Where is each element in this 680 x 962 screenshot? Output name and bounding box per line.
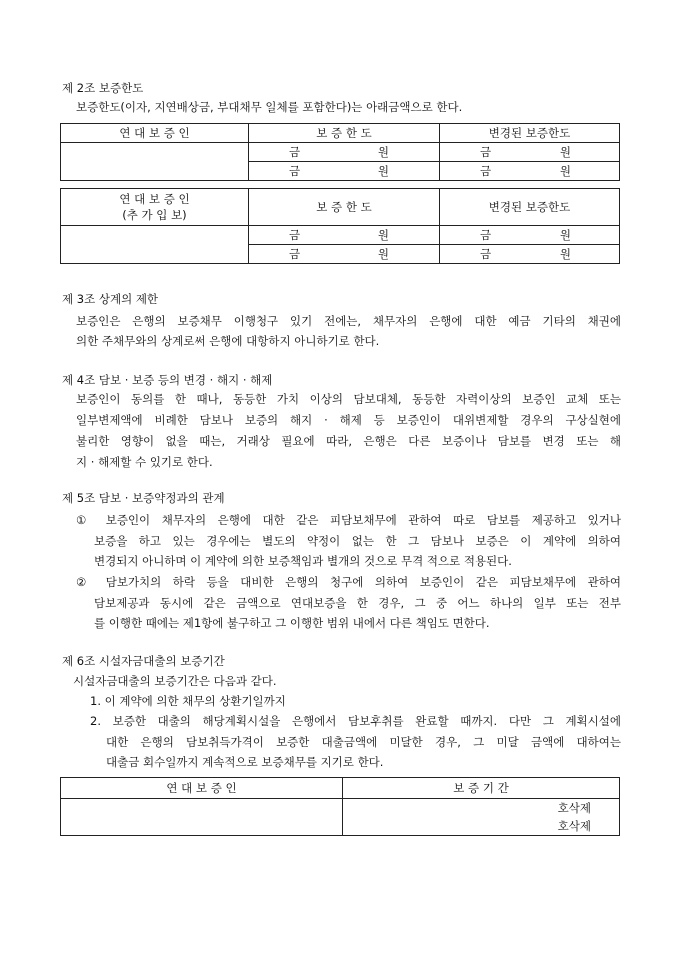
article-3-line: 보증인은 은행의 보증채무 이행청구 있기 전에는, 채무자의 은행에 대한 예금 기타의 채권에	[76, 314, 621, 328]
header-changed-limit: 변경된 보증한도	[440, 124, 620, 143]
article-6-line: 대한 은행의 담보취득가격이 보증한 대출금액에 미달한 경우, 그 미달 금액에 대하여는	[106, 735, 621, 749]
article-6-line: 대출금 회수일까지 계속적으로 보증채무를 지기로 한다.	[106, 755, 384, 769]
article-2-title: 제 2조 보증한도	[62, 81, 144, 95]
article-4-line: 일부변제액에 비례한 담보나 보증의 해지 · 해제 등 보증인이 대위변제할 경우의 구상실현에	[76, 413, 621, 427]
header-changed-limit: 변경된 보증한도	[440, 189, 620, 226]
guarantor-cell[interactable]	[61, 143, 249, 181]
article-4-line: 불리한 영향이 없을 때는, 거래상 필요에 따라, 은행은 다른 보증이나 담보를 변경 또는 해	[76, 434, 621, 448]
article-5-line: 변경되지 아니하며 이 계약에 의한 보증책임과 별개의 것으로 무격 적으로 적용된다.	[94, 554, 512, 568]
header-limit: 보 증 한 도	[249, 189, 440, 226]
guarantee-period-table	[60, 777, 620, 836]
article-3-line: 의한 주채무와의 상계로써 은행에 대항하지 아니하기로 한다.	[76, 334, 380, 348]
article-6-title: 제 6조 시설자금대출의 보증기간	[62, 654, 225, 668]
article-5-line: 보증을 하고 있는 경우에는 별도의 약정이 없는 한 그 담보나 보증은 이 계약에 의하여	[94, 534, 621, 548]
amount-cell[interactable]: 금 원	[249, 245, 440, 264]
article-6-line: 2. 보증한 대출의 해당계획시설을 은행에서 담보후취를 완료할 때까지. 다만 그 계획시설에	[90, 714, 621, 728]
amount-cell[interactable]: 금 원	[249, 226, 440, 245]
guarantee-limit-table	[60, 123, 620, 181]
article-4-title: 제 4조 담보 · 보증 등의 변경 · 해지 · 해제	[62, 373, 273, 387]
amount-cell[interactable]: 금 원	[440, 226, 620, 245]
article-5-line: 담보제공과 동시에 같은 금액으로 연대보증을 한 경우, 그 중 어느 하나의 일부 또는 전부	[94, 596, 621, 610]
guarantor-cell[interactable]	[61, 799, 343, 836]
guarantor-cell[interactable]	[61, 226, 249, 264]
amount-cell[interactable]: 금 원	[440, 162, 620, 181]
header-guarantor: 연 대 보 증 인	[61, 778, 343, 799]
header-period: 보 증 기 간	[343, 778, 620, 799]
article-3-title: 제 3조 상계의 제한	[62, 292, 159, 306]
article-5-title: 제 5조 담보 · 보증약정과의 관계	[62, 491, 225, 505]
article-2-body: 보증한도(이자, 지연배상금, 부대채무 일체를 포함한다)는 아래금액으로 한다.	[76, 100, 463, 114]
period-cell[interactable]: 호삭제	[343, 799, 620, 818]
amount-cell[interactable]: 금 원	[440, 143, 620, 162]
article-6-body: 시설자금대출의 보증기간은 다음과 같다.	[73, 674, 277, 688]
header-limit: 보 증 한 도	[249, 124, 440, 143]
article-4-line: 보증인이 동의를 한 때나, 동등한 가치 이상의 담보대체, 동등한 자력이상의 보증인 교체 또는	[76, 392, 621, 406]
article-5-line: ② 담보가치의 하락 등을 대비한 은행의 청구에 의하여 보증인이 같은 피담보채무에 관하여	[76, 575, 621, 589]
article-5-line: 를 이행한 때에는 제1항에 불구하고 그 이행한 범위 내에서 다른 책임도 면한다.	[94, 616, 490, 630]
header-guarantor-additional: 연 대 보 증 인 (추 가 입 보)	[61, 189, 249, 226]
period-cell[interactable]: 호삭제	[343, 817, 620, 836]
article-6-line: 1. 이 계약에 의한 채무의 상환기일까지	[90, 694, 286, 708]
article-4-line: 지 · 해제할 수 있기로 한다.	[76, 455, 213, 469]
header-guarantor: 연 대 보 증 인	[61, 124, 249, 143]
amount-cell[interactable]: 금 원	[440, 245, 620, 264]
amount-cell[interactable]: 금 원	[249, 143, 440, 162]
article-5-line: ① 보증인이 채무자의 은행에 대한 같은 피담보채무에 관하여 따로 담보를 제공하고 있거나	[76, 513, 621, 527]
additional-guarantee-limit-table	[60, 188, 620, 264]
amount-cell[interactable]: 금 원	[249, 162, 440, 181]
